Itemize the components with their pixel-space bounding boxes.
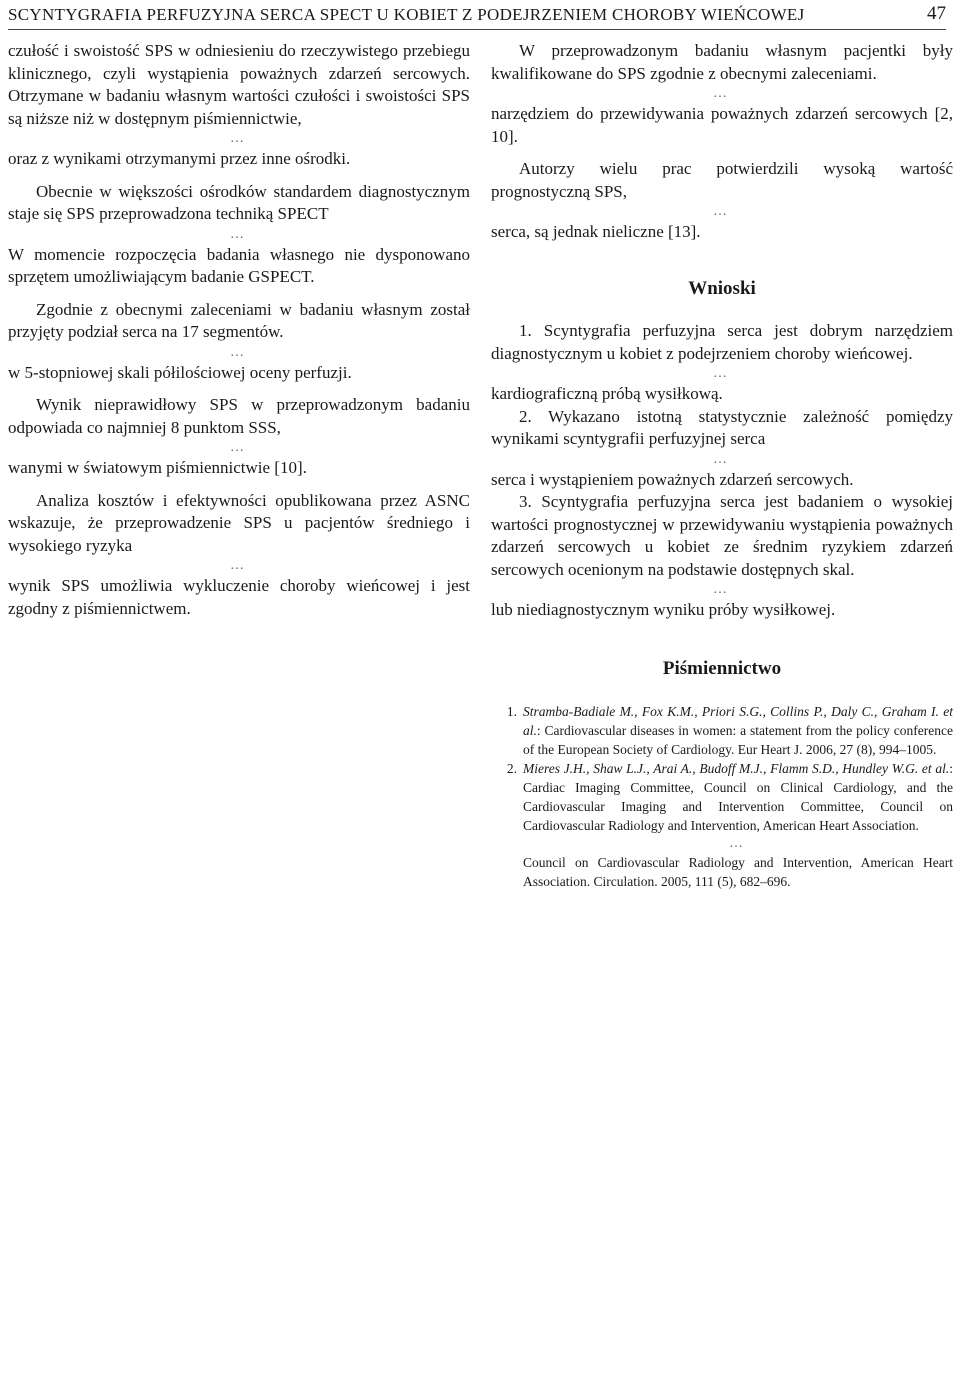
omitted-text-marker: … bbox=[230, 440, 248, 455]
list-item bbox=[491, 320, 953, 406]
paragraph: Obecnie w większości ośrodków standardem diagnostycznym staje się SPS przeprowadzona techniką SPECT bbox=[8, 181, 470, 223]
omitted-text-marker: … bbox=[230, 131, 248, 146]
left-column bbox=[8, 40, 470, 620]
omitted-text-marker: … bbox=[230, 558, 248, 573]
paragraph: serca, są jednak nieliczne [13]. bbox=[491, 222, 701, 241]
paragraph: W momencie rozpoczęcia badania własnego nie dysponowano sprzętem umożliwiającym badanie GSPECT. bbox=[8, 244, 470, 286]
omitted-text-marker: … bbox=[713, 582, 731, 597]
reference-text: : Cardiac Imaging Committee, Council on Clinical Cardiology, and the Cardiovascular Imaging and Intervention Committee, Council on Cardiovascular Radiology and Intervention, American Heart Association. bbox=[523, 761, 953, 833]
right-column bbox=[491, 40, 953, 891]
omitted-text-marker: … bbox=[713, 86, 731, 101]
paragraph: w 5-stopniowej skali półilościowej oceny perfuzji. bbox=[8, 362, 352, 382]
reference-number: 2. bbox=[506, 761, 517, 776]
paragraph: Zgodnie z obecnymi zaleceniami w badaniu własnym został przyjęty podział serca na 17 segmentów. bbox=[8, 299, 470, 341]
paragraph: Wynik nieprawidłowy SPS w przeprowadzonym badaniu odpowiada co najmniej 8 punktom SSS, bbox=[8, 395, 470, 437]
paragraph: W przeprowadzonym badaniu własnym pacjentki były kwalifikowane do SPS zgodnie z obecnymi zaleceniami. bbox=[491, 41, 953, 83]
conclusion-start: 3. Scyntygrafia perfuzyjna serca jest badaniem o wysokiej wartości prognostycznej w przewidywaniu wystąpienia poważnych zdarzeń sercowych u kobiet ze średnim ryzykiem zdarzeń sercowych ocenionym na podstawie dostępnych skal. bbox=[491, 492, 953, 579]
reference-text: : Cardiovascular diseases in women: a statement from the policy conference of the European Society of Cardiology. Eur Heart J. 2006, 27 (8), 994–1005. bbox=[523, 723, 953, 757]
omitted-text-marker: … bbox=[713, 204, 731, 219]
reference-text-end: Council on Cardiovascular Radiology and Intervention, American Heart Association. Circulation. 2005, 111 (5), 682–696. bbox=[523, 855, 953, 889]
omitted-text-marker: … bbox=[713, 366, 731, 381]
conclusion-end: lub niediagnostycznym wyniku próby wysiłkowej. bbox=[491, 600, 836, 619]
references-list bbox=[491, 702, 953, 891]
omitted-text-marker: … bbox=[230, 344, 248, 360]
conclusion-end: serca i wystąpieniem poważnych zdarzeń sercowych. bbox=[491, 469, 854, 489]
running-header bbox=[8, 0, 946, 30]
paragraph: wanymi w światowym piśmiennictwie [10]. bbox=[8, 458, 307, 477]
paragraph: Autorzy wielu prac potwierdzili wysoką wartość prognostyczną SPS, bbox=[491, 159, 953, 201]
conclusion-start: 1. Scyntygrafia perfuzyjna serca jest dobrym narzędziem diagnostycznym u kobiet z podejrzeniem choroby wieńcowej. bbox=[491, 321, 953, 363]
paragraph: oraz z wynikami otrzymanymi przez inne ośrodki. bbox=[8, 149, 351, 168]
omitted-text-marker: … bbox=[729, 836, 747, 851]
conclusions-heading: Wnioski bbox=[688, 277, 756, 299]
references-heading: Piśmiennictwo bbox=[662, 657, 782, 679]
omitted-text-marker: … bbox=[230, 226, 248, 242]
paragraph: wynik SPS umożliwia wykluczenie choroby wieńcowej i jest zgodny z piśmiennictwem. bbox=[8, 576, 470, 618]
reference-authors: Stramba-Badiale M., Fox K.M., Priori S.G., Collins P., Daly C., Graham I. et al. bbox=[523, 704, 953, 738]
reference-authors: Mieres J.H., Shaw L.J., Arai A., Budoff M.J., Flamm S.D., Hundley W.G. et al. bbox=[523, 761, 950, 776]
reference-item bbox=[491, 759, 953, 891]
omitted-text-marker: … bbox=[713, 451, 731, 467]
page-number: 47 bbox=[927, 3, 946, 24]
paragraph: czułość i swoistość SPS w odniesieniu do rzeczywistego przebiegu klinicznego, czyli wystąpienia poważnych zdarzeń sercowych. Otrzymane w badaniu własnym wartości czułości i swoistości SPS są niższe niż w dostępnym piśmiennictwie, bbox=[8, 41, 470, 128]
list-item bbox=[491, 491, 953, 622]
running-title: SCYNTYGRAFIA PERFUZYJNA SERCA SPECT U KOBIET Z PODEJRZENIEM CHOROBY WIEŃCOWEJ bbox=[8, 5, 805, 24]
conclusions-list bbox=[491, 320, 953, 622]
reference-number: 1. bbox=[506, 704, 517, 719]
conclusion-start: 2. Wykazano istotną statystycznie zależność pomiędzy wynikami scyntygrafii perfuzyjnej serca bbox=[491, 406, 953, 448]
paragraph: Analiza kosztów i efektywności opublikowana przez ASNC wskazuje, że przeprowadzenie SPS u pacjentów średniego i wysokiego ryzyka bbox=[8, 490, 470, 555]
reference-item bbox=[491, 702, 953, 759]
conclusion-end: kardiograficzną próbą wysiłkową. bbox=[491, 384, 723, 403]
paragraph: narzędziem do przewidywania poważnych zdarzeń sercowych [2, 10]. bbox=[491, 104, 953, 146]
list-item bbox=[491, 406, 953, 492]
